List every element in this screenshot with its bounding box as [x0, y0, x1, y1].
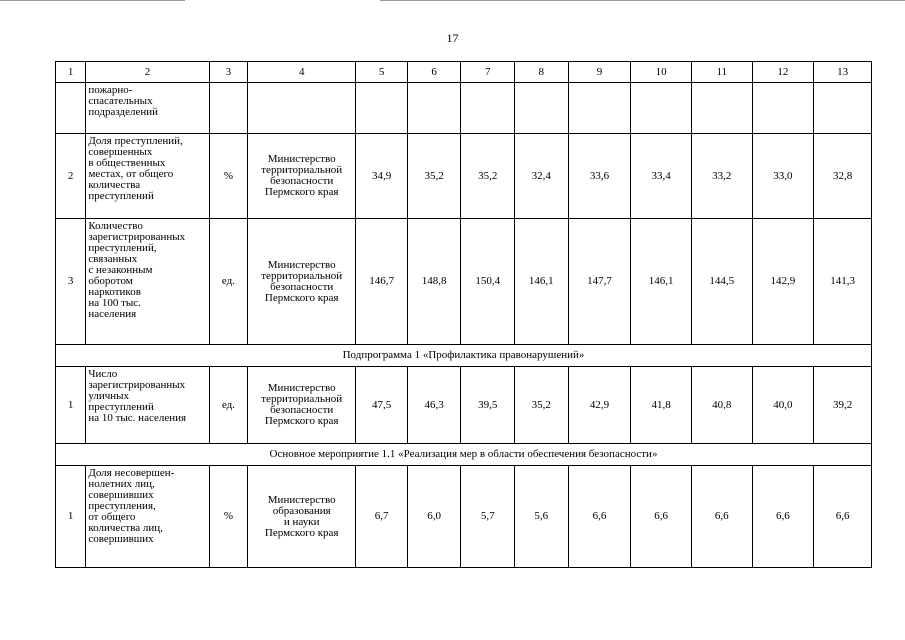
- column-header: 4: [248, 62, 356, 83]
- value-cell: 33,4: [631, 134, 692, 219]
- value-cell: 34,9: [356, 134, 408, 219]
- value-cell: [515, 83, 569, 134]
- column-header: 5: [356, 62, 408, 83]
- responsible-org: Министерство образования и науки Пермского края: [248, 466, 356, 568]
- header-row: [56, 62, 872, 83]
- column-header: 6: [407, 62, 461, 83]
- indicator-name: Доля несовершен- нолетних лиц, совершивших преступления, от общего количества лиц, совершивших: [86, 466, 209, 568]
- value-cell: 6,6: [631, 466, 692, 568]
- value-cell: 146,7: [356, 219, 408, 345]
- page-number: 17: [446, 31, 459, 45]
- column-header: 3: [209, 62, 247, 83]
- value-cell: 6,6: [691, 466, 752, 568]
- value-cell: 150,4: [461, 219, 515, 345]
- column-header: 13: [814, 62, 872, 83]
- scan-edge-line-right: [380, 0, 905, 1]
- value-cell: 39,2: [814, 367, 872, 444]
- table-row: [56, 367, 872, 444]
- row-number: 2: [56, 134, 86, 219]
- value-cell: 33,6: [568, 134, 631, 219]
- row-number: [56, 83, 86, 134]
- value-cell: 33,0: [752, 134, 814, 219]
- column-header: 7: [461, 62, 515, 83]
- indicator-name: Число зарегистрированных уличных преступлений на 10 тыс. населения: [86, 367, 209, 444]
- unit-cell: ед.: [209, 219, 247, 345]
- value-cell: 142,9: [752, 219, 814, 345]
- section-row: [56, 444, 872, 466]
- unit-cell: [209, 83, 247, 134]
- value-cell: 6,6: [568, 466, 631, 568]
- table-row: [56, 219, 872, 345]
- value-cell: 47,5: [356, 367, 408, 444]
- value-cell: 42,9: [568, 367, 631, 444]
- indicators-table: [55, 61, 872, 568]
- value-cell: [407, 83, 461, 134]
- indicator-name: пожарно- спасательных подразделений: [86, 83, 209, 134]
- value-cell: 35,2: [515, 367, 569, 444]
- unit-cell: %: [209, 466, 247, 568]
- value-cell: 6,7: [356, 466, 408, 568]
- value-cell: [568, 83, 631, 134]
- value-cell: [356, 83, 408, 134]
- value-cell: 5,7: [461, 466, 515, 568]
- value-cell: [631, 83, 692, 134]
- table-row: [56, 83, 872, 134]
- value-cell: [752, 83, 814, 134]
- responsible-org: Министерство территориальной безопасности Пермского края: [248, 134, 356, 219]
- unit-cell: ед.: [209, 367, 247, 444]
- value-cell: 40,8: [691, 367, 752, 444]
- value-cell: 32,4: [515, 134, 569, 219]
- indicator-name: Доля преступлений, совершенных в общественных местах, от общего количества преступлений: [86, 134, 209, 219]
- table-row: [56, 134, 872, 219]
- row-number: 3: [56, 219, 86, 345]
- value-cell: 146,1: [631, 219, 692, 345]
- value-cell: 148,8: [407, 219, 461, 345]
- value-cell: [814, 83, 872, 134]
- value-cell: 40,0: [752, 367, 814, 444]
- value-cell: 141,3: [814, 219, 872, 345]
- scan-edge-line-left: [0, 0, 185, 1]
- column-header: 12: [752, 62, 814, 83]
- responsible-org: Министерство территориальной безопасности Пермского края: [248, 219, 356, 345]
- value-cell: 35,2: [407, 134, 461, 219]
- value-cell: [461, 83, 515, 134]
- value-cell: 6,6: [752, 466, 814, 568]
- column-header: 10: [631, 62, 692, 83]
- value-cell: 147,7: [568, 219, 631, 345]
- responsible-org: Министерство территориальной безопасности Пермского края: [248, 367, 356, 444]
- value-cell: 46,3: [407, 367, 461, 444]
- column-header: 11: [691, 62, 752, 83]
- value-cell: 6,0: [407, 466, 461, 568]
- value-cell: 33,2: [691, 134, 752, 219]
- value-cell: 144,5: [691, 219, 752, 345]
- section-title: Подпрограмма 1 «Профилактика правонарушений»: [56, 345, 872, 367]
- value-cell: 32,8: [814, 134, 872, 219]
- row-number: 1: [56, 367, 86, 444]
- value-cell: 5,6: [515, 466, 569, 568]
- value-cell: 39,5: [461, 367, 515, 444]
- value-cell: 6,6: [814, 466, 872, 568]
- column-header: 1: [56, 62, 86, 83]
- value-cell: 35,2: [461, 134, 515, 219]
- value-cell: 41,8: [631, 367, 692, 444]
- column-header: 8: [515, 62, 569, 83]
- column-header: 9: [568, 62, 631, 83]
- indicator-name: Количество зарегистрированных преступлений, связанных с незаконным оборотом наркотиков на 100 тыс. населения: [86, 219, 209, 345]
- value-cell: 146,1: [515, 219, 569, 345]
- section-title: Основное мероприятие 1.1 «Реализация мер в области обеспечения безопасности»: [56, 444, 872, 466]
- column-header: 2: [86, 62, 209, 83]
- section-row: [56, 345, 872, 367]
- unit-cell: %: [209, 134, 247, 219]
- table-row: [56, 466, 872, 568]
- value-cell: [691, 83, 752, 134]
- responsible-org: [248, 83, 356, 134]
- table-body: [56, 62, 872, 568]
- row-number: 1: [56, 466, 86, 568]
